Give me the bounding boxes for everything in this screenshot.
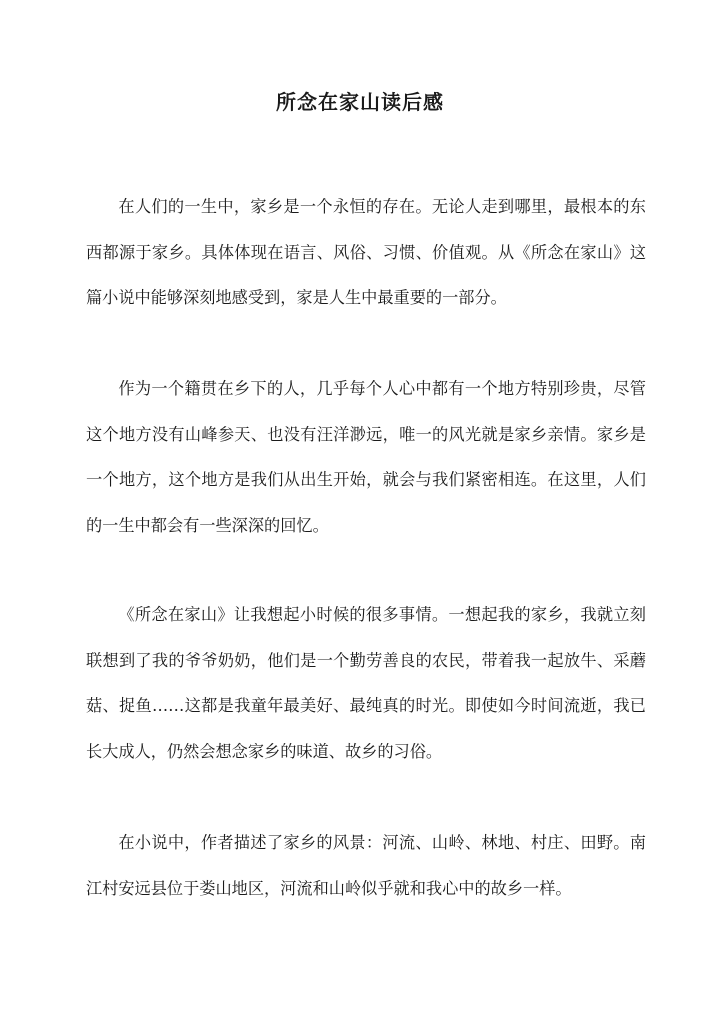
document-title: 所念在家山读后感 [276,90,444,114]
paragraph-2: 作为一个籍贯在乡下的人，几乎每个人心中都有一个地方特别珍贵，尽管这个地方没有山峰参天、也没有汪洋渺远，唯一的风光就是家乡亲情。家乡是一个地方，这个地方是我们从出生开始，就会与我们紧密相连。在这里，人们的一生中都会有一些深深的回忆。 [86,379,646,535]
paragraph-3: 《所念在家山》让我想起小时候的很多事情。一想起我的家乡，我就立刻联想到了我的爷爷奶奶，他们是一个勤劳善良的农民，带着我一起放牛、采蘑菇、捉鱼……这都是我童年最美好、最纯真的时光。即使如今时间流逝，我已长大成人，仍然会想念家乡的味道、故乡的习俗。 [86,605,646,761]
paragraph-1: 在人们的一生中，家乡是一个永恒的存在。无论人走到哪里，最根本的东西都源于家乡。具体体现在语言、风俗、习惯、价值观。从《所念在家山》这篇小说中能够深刻地感受到，家是人生中最重要的一部分。 [86,197,646,307]
paragraph-4: 在小说中，作者描述了家乡的风景：河流、山岭、林地、村庄、田野。南江村安远县位于娄山地区，河流和山岭似乎就和我心中的故乡一样。 [86,833,646,898]
